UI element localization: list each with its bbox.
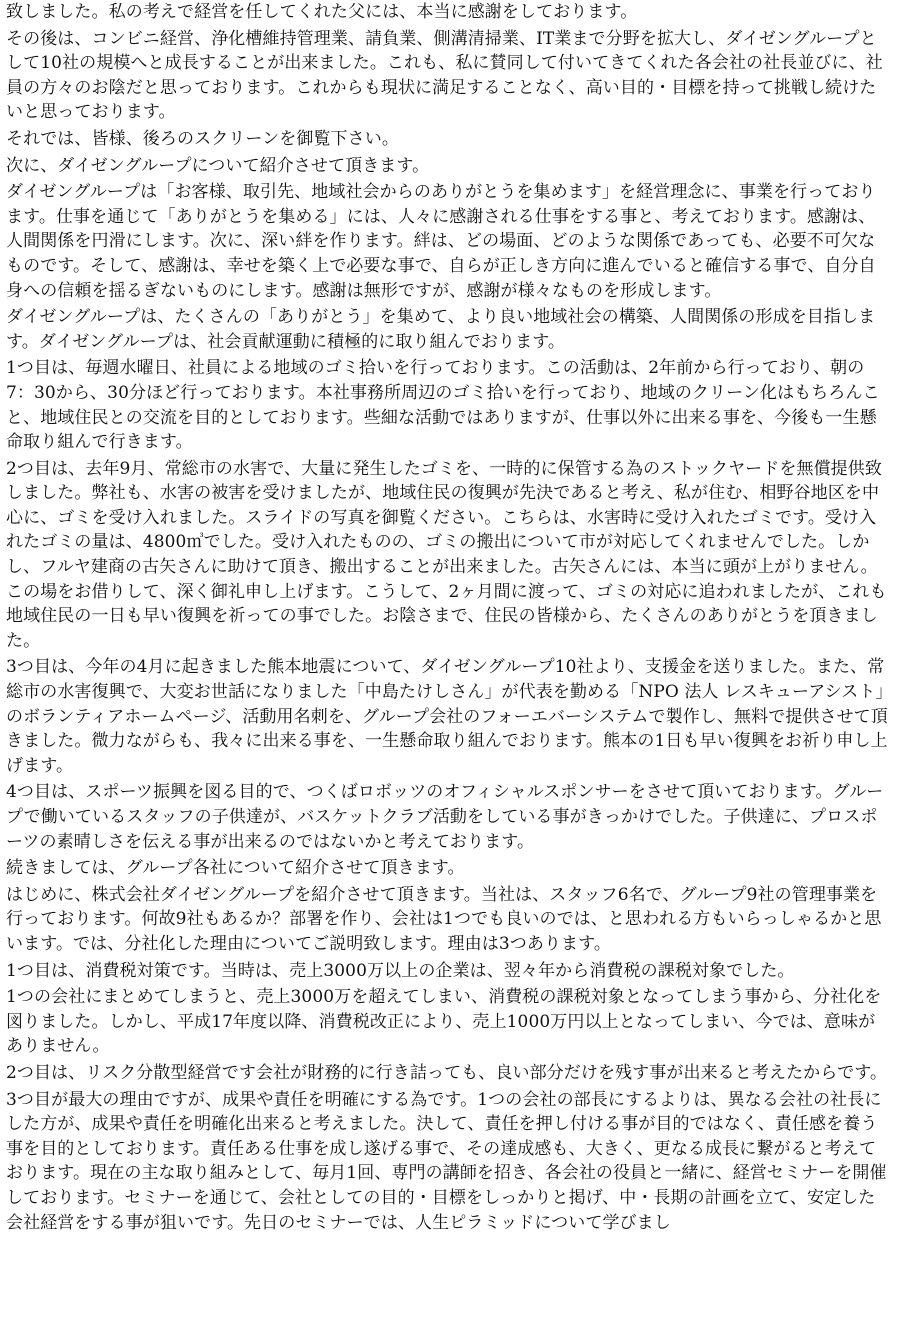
paragraph-5: ダイゼングループは「お客様、取引先、地域社会からのありがとうを集めます」を経営理念に、事業を行っております。仕事を通じて「ありがとうを集める」には、人々に感謝される仕事をする事と、考えております。感謝は、人間関係を円滑にします。次に、深い絆を作ります。絆は、どの場面、どのような関係であっても、必要不可欠なものです。そして、感謝は、幸せを築く上で必要な事で、自らが正しき方向に進んでいると確信する事で、自分自身への信頼を揺るぎないものにします。感謝は無形ですが、感謝が様々なものを形成します。 — [6, 182, 876, 301]
paragraph-7: 1つ目は、毎週水曜日、社員による地域のゴミ拾いを行っております。この活動は、2年前から行っており、朝の7：30から、30分ほど行っております。本社事務所周辺のゴミ拾いを行っており、地域のクリーン化はもちろんこと、地域住民との交流を目的としております。些細な活動ではありますが、仕事以外に出来る事を、今後も一生懸命取り組んで行きます。 — [6, 358, 880, 453]
paragraph-2: その後は、コンビニ経営、浄化槽維持管理業、請負業、側溝清掃業、IT業まで分野を拡大し、ダイゼングループとして10社の規模へと成長することが出来ました。これも、私に賛同して付いてきてくれた各会社の社長並びに、社員の方々のお陰だと思っております。これからも現状に満足することなく、高い目的・目標を持って挑戦し続けたいと思っております。 — [6, 28, 883, 123]
paragraph-14: 1つの会社にまとめてしまうと、売上3000万を超えてしまい、消費税の課税対象となってしまう事から、分社化を図りました。しかし、平成17年度以降、消費税改正により、売上1000万円以上となってしまい、今では、意味がありません。 — [6, 987, 882, 1057]
paragraph-13: 1つ目は、消費税対策です。当時は、売上3000万以上の企業は、翌々年から消費税の課税対象でした。 — [6, 960, 795, 981]
paragraph-11: 続きましては、グループ各社について紹介させて頂きます。 — [6, 858, 465, 879]
paragraph-9: 3つ目は、今年の4月に起きました熊本地震について、ダイゼングループ10社より、支援金を送りました。また、常総市の水害復興で、大変お世話になりました「中島たけしさん」が代表を勤める「NPO 法人 レスキューアシスト」のボランティアホームページ、活動用名刺を、グループ会社のフォーエバーシステムで製作し、無料で提供させて頂きました。微力ながらも、我々に出来る事を、一生懸命取り組んでおります。熊本の1日も早い復興をお祈り申し上げます。 — [6, 657, 888, 776]
paragraph-3: それでは、皆様、後ろのスクリーンを御覧下さい。 — [6, 128, 399, 149]
paragraph-8: 2つ目は、去年9月、常総市の水害で、大量に発生したゴミを、一時的に保管する為のストックヤードを無償提供致しました。弊社も、水害の被害を受けましたが、地域住民の復興が先決であると考え、私が住む、相野谷地区を中心に、ゴミを受け入れました。スライドの写真を御覧ください。こちらは、水害時に受け入れたゴミです。受け入れたゴミの量は、4800㎥でした。受け入れたものの、ゴミの搬出について市が対応してくれませんでした。しかし、フルヤ建商の古矢さんに助けて頂き、搬出することが出来ました。古矢さんには、本当に頭が上がりません。この場をお借りして、深く御礼申し上げます。こうして、2ヶ月間に渡って、ゴミの対応に追われましたが、これも地域住民の一日も早い復興を祈っての事でした。お陰さまで、住民の皆様から、たくさんのありがとうを頂きました。 — [6, 458, 887, 651]
paragraph-12: はじめに、株式会社ダイゼングループを紹介させて頂きます。当社は、スタッフ6名で、グループ9社の管理事業を行っております。何故9社もあるか？部署を作り、会社は1つでも良いのでは、と思われる方もいらっしゃるかと思います。では、分社化した理由についてご説明致します。理由は3つあります。 — [6, 884, 882, 954]
paragraph-4: 次に、ダイゼングループについて紹介させて頂きます。 — [6, 155, 430, 176]
paragraph-15: 2つ目は、リスク分散型経営です会社が財務的に行き詰っても、良い部分だけを残す事が出来ると考えたからです。 — [6, 1062, 888, 1083]
paragraph-6: ダイゼングループは、たくさんの「ありがとう」を集めて、より良い地域社会の構築、人間関係の形成を目指します。ダイゼングループは、社会貢献運動に積極的に取り組んでおります。 — [6, 307, 876, 352]
paragraph-1: 致しました。私の考えで経営を任してくれた父には、本当に感謝をしております。 — [6, 2, 638, 22]
paragraph-16: 3つ目が最大の理由ですが、成果や責任を明確にする為です。1つの会社の部長にするよりは、異なる会社の社長にした方が、成果や責任を明確化出来ると考えました。決して、責任を押し付ける事が目的ではなく、責任感を養う事を目的としております。責任ある仕事を成し遂げる事で、その達成感も、大きく、更なる成長に繋がると考えております。現在の主な取り組みとして、毎月1回、専門の講師を招き、各会社の役員と一緒に、経営セミナーを開催しております。セミナーを通じて、会社としての目的・目標をしっかりと掲げ、中・長期の計画を立て、安定した会社経営をする事が狙いです。先日のセミナーでは、人生ピラミッドについて学びまし — [6, 1089, 887, 1233]
paragraph-10: 4つ目は、スポーツ振興を図る目的で、つくばロボッツのオフィシャルスポンサーをさせて頂いております。グループで働いているスタッフの子供達が、バスケットクラブ活動をしている事がきっかけでした。子供達に、プロスポーツの素晴しさを伝える事が出来るのではないかと考えております。 — [6, 782, 884, 852]
